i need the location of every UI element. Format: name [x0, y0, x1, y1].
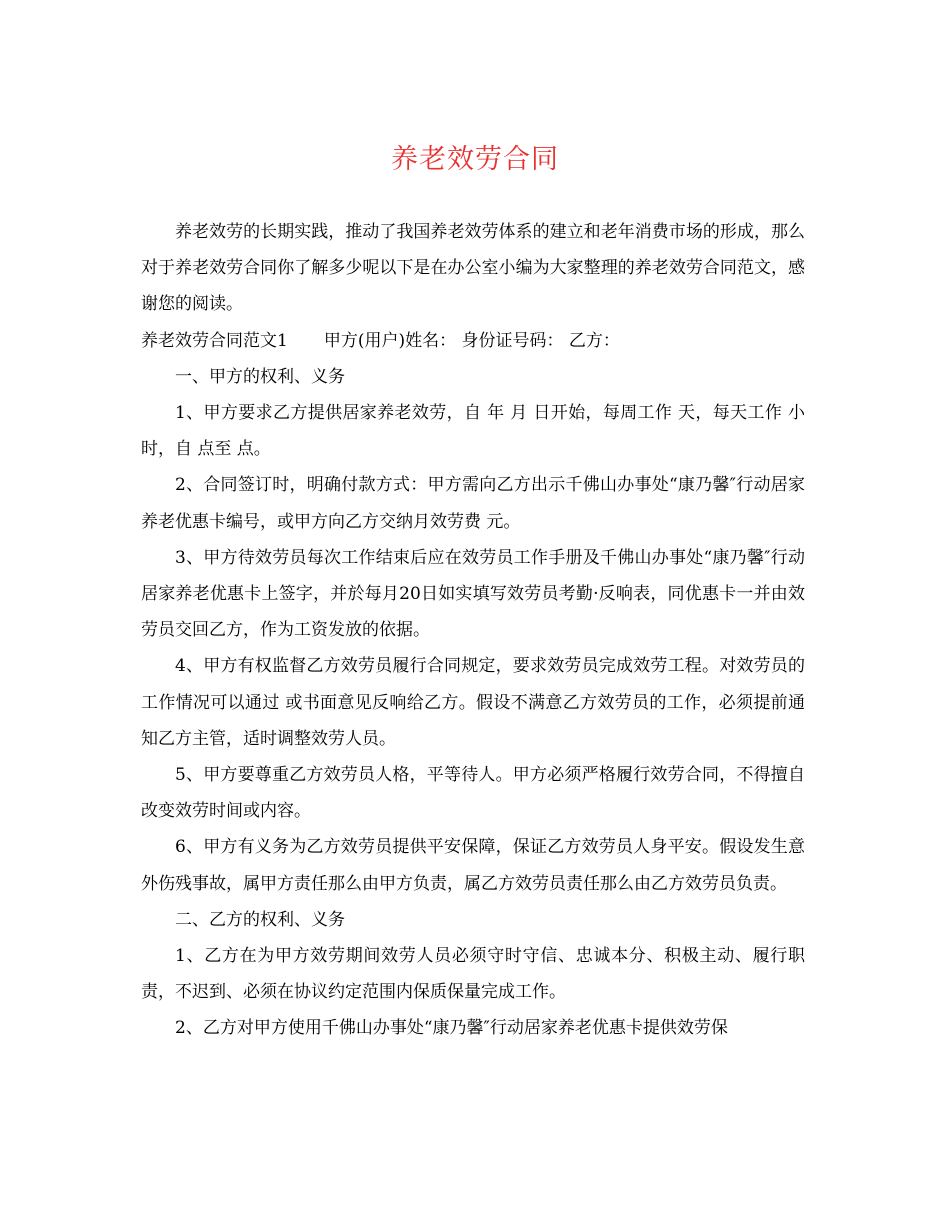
document-title: 养老效劳合同 [391, 144, 559, 175]
section1-item-6: 6、甲方有义务为乙方效劳员提供平安保障，保证乙方效劳员人身平安。假设发生意外伤残事故，属甲方责任那么由甲方负责，属乙方效劳员责任那么由乙方效劳员负责。 [141, 837, 805, 894]
section2-item-2: 2、乙方对甲方使用千佛山办事处“康乃馨″行动居家养老优惠卡提供效劳保 [175, 1018, 728, 1039]
template-name: 养老效劳合同范文1 [141, 330, 288, 351]
section1-item-1: 1、甲方要求乙方提供居家养老效劳，自 年 月 日开始，每周工作 天，每天工作 小时，自 点至 点。 [141, 403, 805, 460]
template-line [141, 323, 805, 359]
section1-heading: 一、甲方的权利、义务 [175, 366, 345, 387]
section2-item-1: 1、乙方在为甲方效劳期间效劳人员必须守时守信、忠诚本分、积极主动、履行职责，不迟到、必须在协议约定范围内保质保量完成工作。 [141, 946, 805, 1003]
section2-heading: 二、乙方的权利、义务 [175, 909, 345, 930]
section1-item-3: 3、甲方待效劳员每次工作结束后应在效劳员工作手册及千佛山办事处“康乃馨″行动居家养老优惠卡上签字，并於每月20日如实填写效劳员考勤·反响表，同优惠卡一并由效劳员交回乙方，作为工资发放的依据。 [141, 547, 805, 641]
intro-paragraph: 养老效劳的长期实践，推动了我国养老效劳体系的建立和老年消费市场的形成，那么对于养老效劳合同你了解多少呢以下是在办公室小编为大家整理的养老效劳合同范文，感谢您的阅读。 [141, 222, 805, 315]
section1-item-4: 4、甲方有权监督乙方效劳员履行合同规定，要求效劳员完成效劳工程。对效劳员的工作情况可以通过 或书面意见反响给乙方。假设不满意乙方效劳员的工作，必须提前通知乙方主管，适时调整效劳人员。 [141, 656, 805, 749]
section1-item-2: 2、合同签订时，明确付款方式：甲方需向乙方出示千佛山办事处“康乃馨″行动居家养老优惠卡编号，或甲方向乙方交纳月效劳费 元。 [141, 475, 805, 532]
document-body [141, 214, 805, 1047]
section1-item-5: 5、甲方要尊重乙方效劳员人格，平等待人。甲方必须严格履行效劳合同，不得擅自改变效劳时间或内容。 [141, 765, 805, 822]
party-line: 甲方(用户)姓名： 身份证号码： 乙方： [323, 330, 620, 351]
